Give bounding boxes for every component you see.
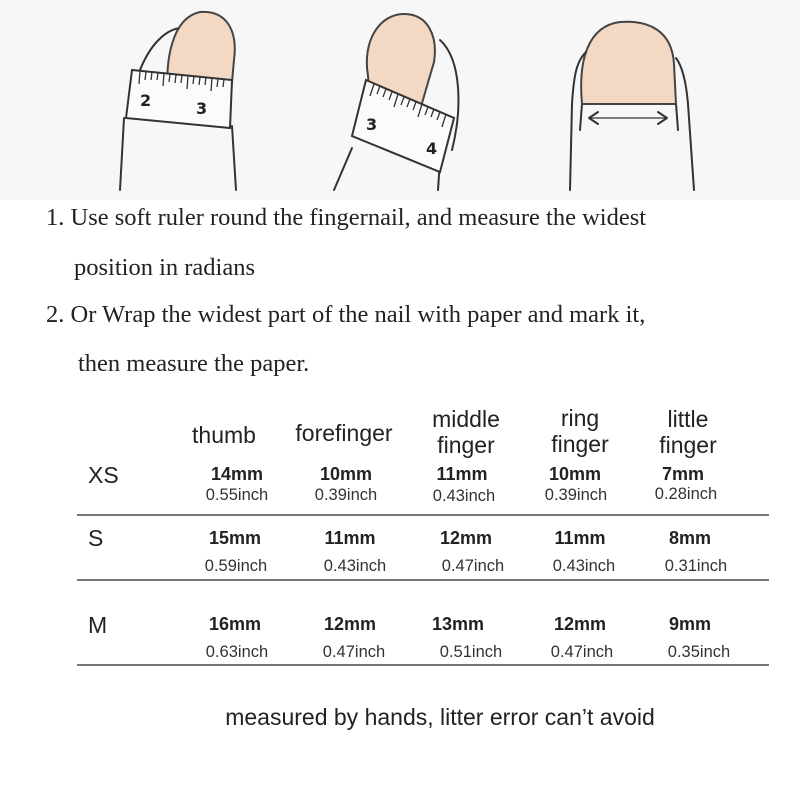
cell-mm: 15mm xyxy=(208,528,262,548)
size-label-m: M xyxy=(88,612,108,638)
cell-inch: 0.55inch xyxy=(205,486,269,504)
cell-mm: 12mm xyxy=(323,614,377,634)
ruler-number: 3 xyxy=(366,115,378,134)
ruler-number: 2 xyxy=(140,91,152,110)
instruction-step-2: 2. Or Wrap the widest part of the nail with paper and mark it, xyxy=(46,301,646,328)
cell-inch: 0.43inch xyxy=(432,487,496,505)
cell-mm: 7mm xyxy=(661,464,705,484)
cell-mm: 14mm xyxy=(210,464,264,484)
cell-mm: 12mm xyxy=(553,614,607,634)
cell-inch: 0.47inch xyxy=(322,643,386,661)
cell-mm: 11mm xyxy=(324,528,376,548)
cell-mm: 11mm xyxy=(436,464,488,484)
ruler-number: 4 xyxy=(426,139,438,158)
cell-inch: 0.35inch xyxy=(667,643,731,661)
ruler-number: 3 xyxy=(196,99,208,118)
row-divider xyxy=(77,579,769,581)
cell-mm: 13mm xyxy=(431,614,485,634)
cell-inch: 0.39inch xyxy=(314,486,378,504)
cell-mm: 10mm xyxy=(548,464,602,484)
cell-mm: 16mm xyxy=(208,614,262,634)
cell-mm: 8mm xyxy=(668,528,712,548)
cell-inch: 0.63inch xyxy=(205,643,269,661)
row-divider xyxy=(77,514,769,516)
cell-mm: 9mm xyxy=(668,614,712,634)
measurement-disclaimer: measured by hands, litter error can’t avoid xyxy=(225,704,655,730)
cell-inch: 0.47inch xyxy=(441,557,505,575)
cell-inch: 0.28inch xyxy=(654,485,718,503)
nail-size-table xyxy=(0,400,800,690)
column-header-middle-finger: middle finger xyxy=(432,406,500,458)
cell-inch: 0.59inch xyxy=(204,557,268,575)
cell-inch: 0.31inch xyxy=(664,557,728,575)
cell-inch: 0.43inch xyxy=(323,557,387,575)
column-header-ring-finger: ring finger xyxy=(551,405,609,457)
column-header-forefinger: forefinger xyxy=(295,420,393,446)
column-header-little-finger: little finger xyxy=(659,406,717,458)
row-divider xyxy=(77,664,769,666)
size-label-xs: XS xyxy=(88,462,119,488)
cell-mm: 10mm xyxy=(319,464,373,484)
cell-mm: 11mm xyxy=(554,528,606,548)
instruction-step-1-continued: position in radians xyxy=(74,254,256,281)
cell-inch: 0.43inch xyxy=(552,557,616,575)
cell-inch: 0.47inch xyxy=(550,643,614,661)
cell-inch: 0.39inch xyxy=(544,486,608,504)
column-header-thumb: thumb xyxy=(192,422,256,448)
instruction-step-2-continued: then measure the paper. xyxy=(78,350,310,377)
measuring-illustrations xyxy=(0,0,800,200)
cell-mm: 12mm xyxy=(439,528,493,548)
instruction-step-1: 1. Use soft ruler round the fingernail, and measure the widest xyxy=(46,204,647,231)
size-label-s: S xyxy=(88,525,104,551)
cell-inch: 0.51inch xyxy=(439,643,503,661)
